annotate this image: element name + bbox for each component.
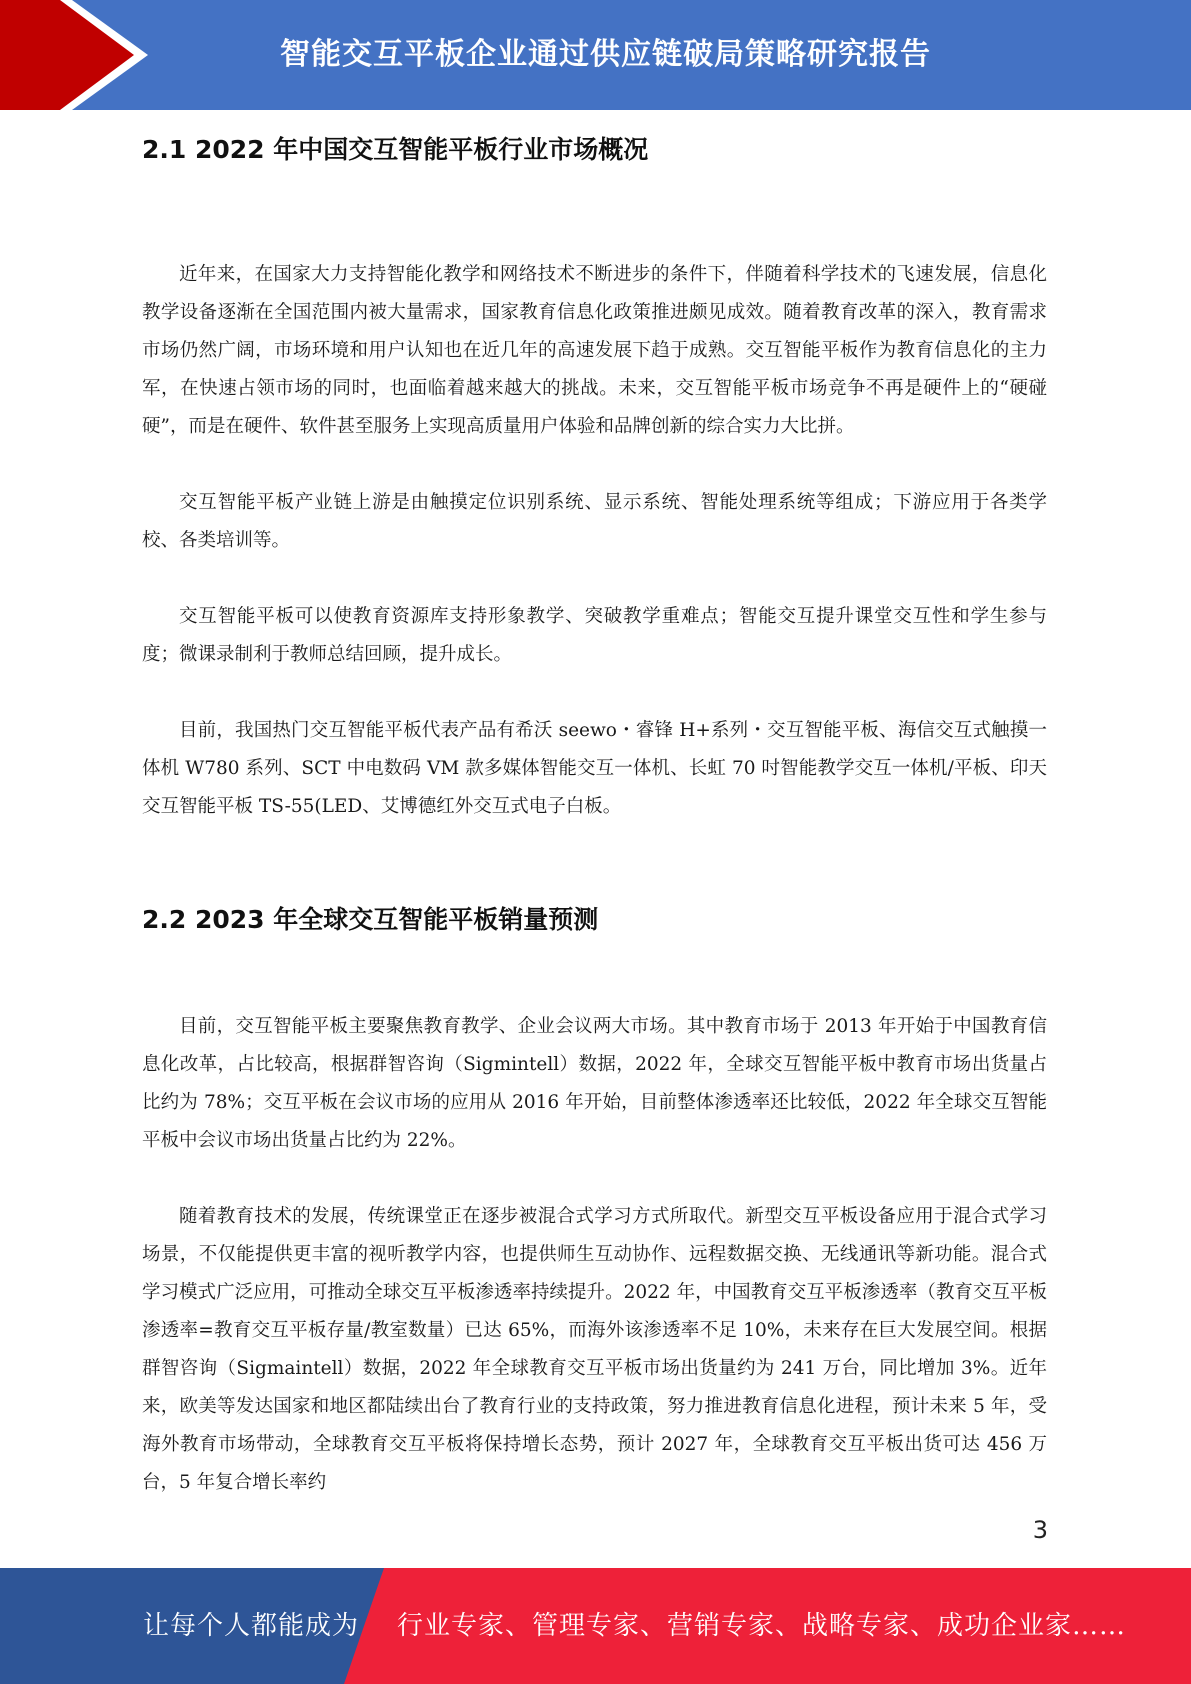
page-footer <box>0 1568 1191 1684</box>
report-title: 智能交互平板企业通过供应链破局策略研究报告 <box>280 37 931 72</box>
page-number: 3 <box>1032 1516 1048 1544</box>
paragraph-market-overview: 近年来，在国家大力支持智能化教学和网络技术不断进步的条件下，伴随着科学技术的飞速发展，信息化教学设备逐渐在全国范围内被大量需求，国家教育信息化政策推进颇见成效。随着教育改革的深入，教育需求市场仍然广阔，市场环境和用户认知也在近几年的高速发展下趋于成熟。交互智能平板作为教育信息化的主力军，在快速占领市场的同时，也面临着越来越大的挑战。未来，交互智能平板市场竞争不再是硬件上的“硬碰硬”，而是在硬件、软件甚至服务上实现高质量用户体验和品牌创新的综合实力大比拼。 <box>142 264 1047 437</box>
paragraph-industry-chain: 交互智能平板产业链上游是由触摸定位识别系统、显示系统、智能处理系统等组成；下游应用于各类学校、各类培训等。 <box>142 492 1047 551</box>
paragraph-market-segments: 目前，交互智能平板主要聚焦教育教学、企业会议两大市场。其中教育市场于 2013 年开始于中国教育信息化改革，占比较高，根据群智咨询（Sigmintell）数据，2022 年，全球交互智能平板中教育市场出货量占比约为 78%；交互平板在会议市场的应用从 2016 年开始，目前整体渗透率还比较低，2022 年全球交互智能平板中会议市场出货量占比约为 22%。 <box>142 1016 1047 1151</box>
paragraph-teaching-benefits: 交互智能平板可以使教育资源库支持形象教学、突破教学重难点；智能交互提升课堂交互性和学生参与度；微课录制利于教师总结回顾，提升成长。 <box>142 606 1047 665</box>
section-heading-2-1: 2.1 2022 年中国交互智能平板行业市场概况 <box>142 135 649 164</box>
paragraph-blended-learning: 随着教育技术的发展，传统课堂正在逐步被混合式学习方式所取代。新型交互平板设备应用于混合式学习场景，不仅能提供更丰富的视听教学内容，也提供师生互动协作、远程数据交换、无线通讯等新功能。混合式学习模式广泛应用，可推动全球交互平板渗透率持续提升。2022 年，中国教育交互平板渗透率（教育交互平板渗透率=教育交互平板存量/教室数量）已达 65%，而海外该渗透率不足 10%，未来存在巨大发展空间。根据群智咨询（Sigmaintell）数据，2022 年全球教育交互平板市场出货量约为 241 万台，同比增加 3%。近年来，欧美等发达国家和地区都陆续出台了教育行业的支持政策，努力推进教育信息化进程，预计未来 5 年，受海外教育市场带动，全球教育交互平板将保持增长态势，预计 2027 年，全球教育交互平板出货可达 456 万台，5 年复合增长率约 <box>142 1206 1047 1493</box>
document-body <box>142 128 1047 1502</box>
section-heading-2-2: 2.2 2023 年全球交互智能平板销量预测 <box>142 905 599 934</box>
page-header <box>0 0 1191 110</box>
paragraph-popular-products: 目前，我国热门交互智能平板代表产品有希沃 seewo・睿锋 H+系列・交互智能平板、海信交互式触摸一体机 W780 系列、SCT 中电数码 VM 款多媒体智能交互一体机、长虹 70 吋智能教学交互一体机/平板、印天交互智能平板 TS-55(LED、艾博德红外交互式电子白板。 <box>142 720 1047 817</box>
footer-slogan-right: 行业专家、管理专家、营销专家、战略专家、成功企业家…… <box>397 1611 1127 1641</box>
footer-slogan-left: 让每个人都能成为 <box>143 1611 360 1641</box>
